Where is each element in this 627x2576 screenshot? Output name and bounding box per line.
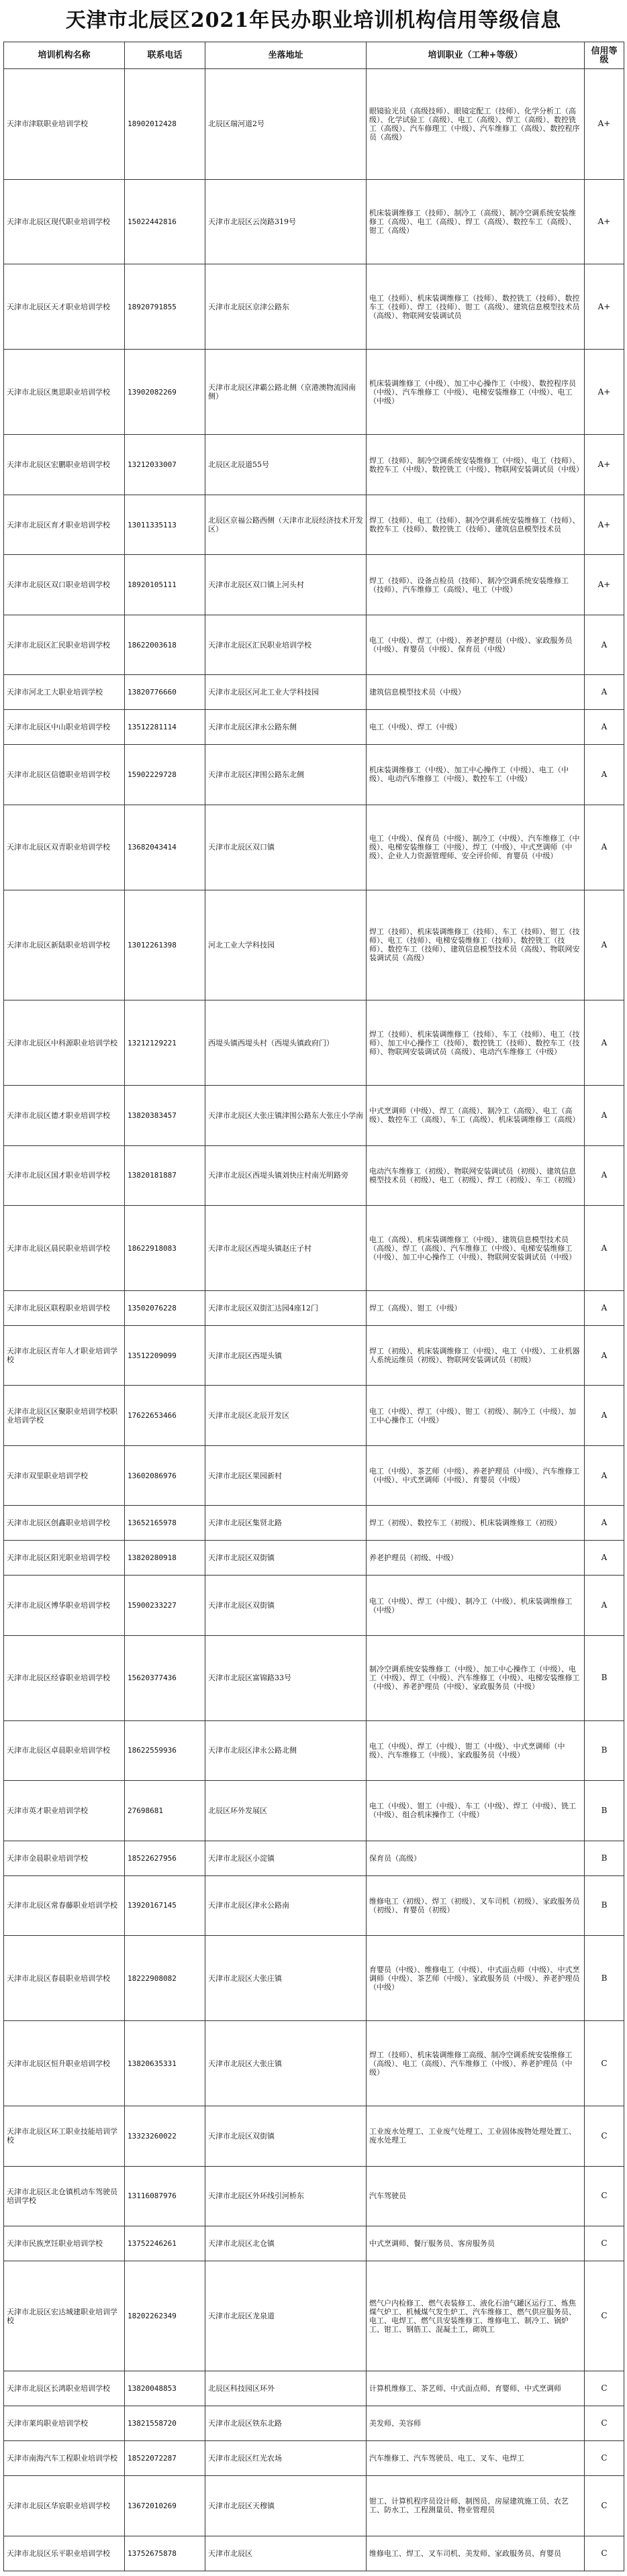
training-jobs-cell: 保育员（高级）	[367, 1841, 585, 1875]
address-cell: 天津市北辰区	[205, 2536, 367, 2571]
institution-name-cell: 天津市北辰区经睿职业培训学校	[4, 1635, 125, 1720]
table-row	[4, 1781, 624, 1841]
training-jobs-cell: 维修电工（初级）、焊工（初级）、叉车司机（初级）、家政服务员（初级）、育婴员（初级）	[367, 1875, 585, 1935]
address-cell: 天津市北辰区汇民职业培训学校	[205, 615, 367, 674]
address-cell: 天津市北辰区北仓镇	[205, 2226, 367, 2261]
institution-name-cell: 天津市北辰区育才职业培训学校	[4, 495, 125, 554]
training-jobs-cell: 计算机维修工、茶艺师、中式面点师、育婴师、中式烹调师	[367, 2371, 585, 2406]
credit-grade-cell: A	[585, 1291, 624, 1326]
table-row	[4, 2106, 624, 2166]
table-row	[4, 1291, 624, 1326]
training-jobs-cell: 机床装调维修工（中级）、加工中心操作工（中级）、电工（中级）、电动汽车维修工（中级）、数控车工（中级）	[367, 745, 585, 805]
address-cell: 天津市北辰区云岗路319号	[205, 179, 367, 264]
table-row	[4, 1720, 624, 1780]
institution-name-cell: 天津市河北工大职业培训学校	[4, 675, 125, 710]
table-header-row	[4, 42, 624, 69]
header-address: 坐落地址	[205, 42, 367, 69]
address-cell: 天津市北辰区龙泉道	[205, 2261, 367, 2371]
institution-name-cell: 天津市北辰区现代职业培训学校	[4, 179, 125, 264]
credit-grade-cell: C	[585, 2106, 624, 2166]
training-jobs-cell: 电工（中级）、焊工（中级）、养老护理员（中级）、家政服务员（中级）、育婴员（中级）、保育员（中级）	[367, 615, 585, 674]
table-row	[4, 2226, 624, 2261]
table-row	[4, 1000, 624, 1086]
institution-name-cell: 天津市北辰区双口职业培训学校	[4, 555, 125, 615]
table-row	[4, 1936, 624, 2021]
header-training-jobs: 培训职业（工种+等级）	[367, 42, 585, 69]
phone-cell: 18902012428	[125, 69, 205, 180]
credit-grade-cell: A	[585, 745, 624, 805]
phone-cell: 18920791855	[125, 264, 205, 350]
training-jobs-cell: 工业废水处理工、工业废气处理工、工业固体废物处理处置工、废水处理工	[367, 2106, 585, 2166]
table-row	[4, 710, 624, 745]
table-row	[4, 69, 624, 180]
credit-grade-cell: C	[585, 2166, 624, 2226]
credit-grade-cell: C	[585, 2261, 624, 2371]
training-jobs-cell: 电工（中级）、焊工（中级）	[367, 710, 585, 745]
credit-grade-cell: A+	[585, 435, 624, 495]
table-row	[4, 2476, 624, 2536]
table-row	[4, 1506, 624, 1541]
address-cell: 天津市北辰区津永公路北侧	[205, 1720, 367, 1780]
institution-name-cell: 天津市北辰区汇民职业培训学校	[4, 615, 125, 674]
table-row	[4, 890, 624, 1000]
credit-grade-cell: B	[585, 1781, 624, 1841]
address-cell: 西堤头镇西堤头村（西堤头镇政府门）	[205, 1000, 367, 1086]
training-jobs-cell: 焊工（技师）、机床装调维修工（技师）、车工（技师）、钳工（技师）、电工（技师）、电梯安装维修工（技师）、数控铣工（技师）、数控车工（技师）、建筑信息模型技术员（高级）、物联网安装调试员（高级）	[367, 890, 585, 1000]
table-row	[4, 675, 624, 710]
training-jobs-cell: 育婴员（中级）、维修电工（中级）、中式面点师（中级）、中式烹调师（中级）、茶艺师（中级）、家政服务员（中级）、养老护理员（中级）	[367, 1936, 585, 2021]
institution-name-cell: 天津市英才职业培训学校	[4, 1781, 125, 1841]
credit-grade-cell: A+	[585, 350, 624, 435]
table-row	[4, 2406, 624, 2441]
phone-cell: 13212033007	[125, 435, 205, 495]
phone-cell: 13902082269	[125, 350, 205, 435]
address-cell: 天津市北辰区津永公路东侧	[205, 710, 367, 745]
phone-cell: 18622559936	[125, 1720, 205, 1780]
credit-grade-cell: C	[585, 2021, 624, 2106]
training-jobs-cell: 电工（中级）、焊工（中级）、钳工（初级）、制冷工（中级）、加工中心操作工（中级）	[367, 1386, 585, 1445]
table-row	[4, 805, 624, 890]
training-jobs-cell: 电工（中级）、茶艺师（中级）、养老护理员（中级）、汽车维修工（中级）、中式烹调师（中级）、育婴员（中级）	[367, 1445, 585, 1505]
phone-cell: 17622653466	[125, 1386, 205, 1445]
training-jobs-cell: 机床装调维修工（技师）、制冷工（高级）、制冷空调系统安装维修工（高级）、电工（高级）、焊工（高级）、数控车工（高级）、钳工（高级）	[367, 179, 585, 264]
address-cell: 天津市北辰区大张庄镇	[205, 1936, 367, 2021]
phone-cell: 18522072287	[125, 2441, 205, 2476]
table-row	[4, 495, 624, 554]
table-row	[4, 615, 624, 674]
institution-name-cell: 天津市北辰区区聚职业培训学校职业培训学校	[4, 1386, 125, 1445]
credit-grade-cell: A	[585, 615, 624, 674]
table-row	[4, 1875, 624, 1935]
table-row	[4, 555, 624, 615]
credit-grade-cell: A	[585, 1506, 624, 1541]
credit-grade-cell: A	[585, 1576, 624, 1635]
page-title: 天津市北辰区2021年民办职业培训机构信用等级信息	[65, 9, 562, 32]
address-cell: 天津市北辰区铁东北路	[205, 2406, 367, 2441]
credit-grade-cell: A	[585, 805, 624, 890]
address-cell: 天津市北辰区外环线引河桥东	[205, 2166, 367, 2226]
table-row	[4, 1541, 624, 1576]
credit-grade-cell: A	[585, 1541, 624, 1576]
address-cell: 北辰区北辰道55号	[205, 435, 367, 495]
phone-cell: 13672010269	[125, 2476, 205, 2536]
institution-name-cell: 天津市北辰区晨民职业培训学校	[4, 1206, 125, 1291]
table-row	[4, 1445, 624, 1505]
address-cell: 河北工业大学科技园	[205, 890, 367, 1000]
training-jobs-cell: 养老护理员（初级、中级）	[367, 1541, 585, 1576]
table-row	[4, 1326, 624, 1386]
phone-cell: 18202262349	[125, 2261, 205, 2371]
table-row	[4, 1145, 624, 1205]
credit-grade-cell: C	[585, 2226, 624, 2261]
credit-grade-cell: B	[585, 1841, 624, 1875]
training-jobs-cell: 制冷空调系统安装维修工（中级）、加工中心操作工（中级）、电工（中级）、焊工（中级）、汽车维修工（中级）、电梯安装维修工（中级）、养老护理员（中级）、家政服务员（中级）	[367, 1635, 585, 1720]
institution-name-cell: 天津市北辰区乐平职业培训学校	[4, 2536, 125, 2571]
credit-grade-cell: A	[585, 710, 624, 745]
phone-cell: 13820048853	[125, 2371, 205, 2406]
institution-name-cell: 天津市北辰区国才职业培训学校	[4, 1145, 125, 1205]
address-cell: 天津市北辰区西堤头镇	[205, 1326, 367, 1386]
address-cell: 北辰区瑞河道2号	[205, 69, 367, 180]
training-jobs-cell: 建筑信息模型技术员（中级）	[367, 675, 585, 710]
credit-grade-cell: A+	[585, 69, 624, 180]
credit-rating-table	[3, 42, 624, 2571]
address-cell: 天津市北辰区大张庄镇津围公路东大张庄小学南	[205, 1086, 367, 1145]
phone-cell: 13820181887	[125, 1145, 205, 1205]
training-jobs-cell: 焊工（技师）、设备点检员（技师）、制冷空调系统安装维修工（技师）、汽车维修工（高级）、电工（中级）	[367, 555, 585, 615]
address-cell: 天津市北辰区双街镇	[205, 1541, 367, 1576]
institution-name-cell: 天津市北辰区信德职业培训学校	[4, 745, 125, 805]
header-phone: 联系电话	[125, 42, 205, 69]
training-jobs-cell: 电工（技师）、机床装调维修工（技师）、数控铣工（技师）、数控车工（技师）、焊工（技师）、钳工（高级）、建筑信息模型技术员（高级）、物联网安装调试员	[367, 264, 585, 350]
credit-grade-cell: A	[585, 1445, 624, 1505]
training-jobs-cell: 维修电工、焊工、叉车司机、美发师、家政服务员、育婴员	[367, 2536, 585, 2571]
institution-name-cell: 天津市北辰区创鑫职业培训学校	[4, 1506, 125, 1541]
training-jobs-cell: 燃气户内检修工、燃气表装修工、液化石油气罐区运行工、炼焦煤气炉工、机械煤气发生炉工、汽车维修工、燃气供应服务员、电工、电焊工、燃气具安装维修工、维修电工、制冷工、锅炉工、钳工、钢筋工、混凝土工、砌筑工	[367, 2261, 585, 2371]
phone-cell: 13212129221	[125, 1000, 205, 1086]
training-jobs-cell: 焊工（高级）、钳工（中级）	[367, 1291, 585, 1326]
table-row	[4, 350, 624, 435]
table-row	[4, 1635, 624, 1720]
institution-name-cell: 天津市北辰区青年人才职业培训学校	[4, 1326, 125, 1386]
credit-grade-cell: A	[585, 1000, 624, 1086]
address-cell: 北辰区环外发展区	[205, 1781, 367, 1841]
phone-cell: 13012261398	[125, 890, 205, 1000]
credit-grade-cell: A+	[585, 555, 624, 615]
institution-name-cell: 天津市北辰区宏达城建职业培训学校	[4, 2261, 125, 2371]
phone-cell: 13820635331	[125, 2021, 205, 2106]
phone-cell: 13116087976	[125, 2166, 205, 2226]
credit-grade-cell: A	[585, 890, 624, 1000]
phone-cell: 13752675878	[125, 2536, 205, 2571]
phone-cell: 13821558720	[125, 2406, 205, 2441]
table-row	[4, 2021, 624, 2106]
training-jobs-cell: 焊工（初级）、数控车工（初级）、机床装调维修工（初级）	[367, 1506, 585, 1541]
institution-name-cell: 天津市北辰区宏鹏职业培训学校	[4, 435, 125, 495]
address-cell: 天津市北辰区河北工业大学科技园	[205, 675, 367, 710]
training-jobs-cell: 汽车维修工、汽车驾驶员、电工、叉车、电焊工	[367, 2441, 585, 2476]
address-cell: 天津市北辰区小淀镇	[205, 1841, 367, 1875]
phone-cell: 13512209099	[125, 1326, 205, 1386]
table-row	[4, 2536, 624, 2571]
credit-grade-cell: B	[585, 1936, 624, 2021]
phone-cell: 27698681	[125, 1781, 205, 1841]
phone-cell: 13820776660	[125, 675, 205, 710]
institution-name-cell: 天津市莱坞职业培训学校	[4, 2406, 125, 2441]
address-cell: 天津市北辰区北辰开发区	[205, 1386, 367, 1445]
institution-name-cell: 天津市北辰区环工职业技能培训学校	[4, 2106, 125, 2166]
address-cell: 北辰区科技园区环外	[205, 2371, 367, 2406]
credit-grade-cell: A	[585, 1206, 624, 1291]
institution-name-cell: 天津市北辰区阳光职业培训学校	[4, 1541, 125, 1576]
header-institution-name: 培训机构名称	[4, 42, 125, 69]
credit-grade-cell: A+	[585, 264, 624, 350]
institution-name-cell: 天津市南海汽车工程职业培训学校	[4, 2441, 125, 2476]
phone-cell: 18522627956	[125, 1841, 205, 1875]
credit-grade-cell: B	[585, 1720, 624, 1780]
phone-cell: 18622003618	[125, 615, 205, 674]
table-row	[4, 1386, 624, 1445]
table-row	[4, 1086, 624, 1145]
phone-cell: 13920167145	[125, 1875, 205, 1935]
header-credit-grade: 信用等级	[585, 42, 624, 69]
training-jobs-cell: 电工（高级）、机床装调维修工（中级）、建筑信息模型技术员（高级）、焊工（高级）、汽车维修工（中级）、电梯安装维修工（中级）、加工中心操作工（中级）、物联网安装调试员（中级）	[367, 1206, 585, 1291]
address-cell: 北辰区京福公路西侧（天津市北辰经济技术开发区）	[205, 495, 367, 554]
table-row	[4, 1841, 624, 1875]
address-cell: 天津市北辰区双街镇	[205, 1576, 367, 1635]
training-jobs-cell: 中式烹调师（中级）、焊工（高级）、制冷工（高级）、电工（高级）、数控车工（高级）、车工（高级）、机床装调维修工（高级）	[367, 1086, 585, 1145]
phone-cell: 15620377436	[125, 1635, 205, 1720]
address-cell: 天津市北辰区西堤头镇赵庄子村	[205, 1206, 367, 1291]
address-cell: 天津市北辰区集贤北路	[205, 1506, 367, 1541]
phone-cell: 13682043414	[125, 805, 205, 890]
credit-grade-cell: C	[585, 2441, 624, 2476]
institution-name-cell: 天津市北辰区华宸职业培训学校	[4, 2476, 125, 2536]
training-jobs-cell: 电工（中级）、焊工（中级）、钳工（中级）、中式烹调师（中级）、汽车维修工（中级）、家政服务员（中级）	[367, 1720, 585, 1780]
credit-grade-cell: A	[585, 1386, 624, 1445]
credit-grade-cell: A+	[585, 495, 624, 554]
table-row	[4, 745, 624, 805]
credit-grade-cell: C	[585, 2406, 624, 2441]
phone-cell: 15022442816	[125, 179, 205, 264]
credit-grade-cell: B	[585, 1635, 624, 1720]
address-cell: 天津市北辰区大张庄镇	[205, 2021, 367, 2106]
address-cell: 天津市北辰区红光农场	[205, 2441, 367, 2476]
institution-name-cell: 天津市北辰区春晨职业培训学校	[4, 1936, 125, 2021]
training-jobs-cell: 眼镜验光员（高级技师）、眼镜定配工（技师）、化学分析工（高级）、化学试验工（高级）、电工（高级）、焊工（高级）、数控铣工（高级）、汽车修理工（中级）、汽车维修工（高级）、数控程序员（高级）	[367, 69, 585, 180]
institution-name-cell: 天津市北辰区天才职业培训学校	[4, 264, 125, 350]
credit-grade-cell: A	[585, 1326, 624, 1386]
institution-name-cell: 天津市北辰区长鸿职业培训学校	[4, 2371, 125, 2406]
training-jobs-cell: 中式烹调师、餐厅服务员、客房服务员	[367, 2226, 585, 2261]
table-row	[4, 2441, 624, 2476]
table-row	[4, 435, 624, 495]
credit-grade-cell: A	[585, 1145, 624, 1205]
table-row	[4, 2261, 624, 2371]
credit-grade-cell: B	[585, 1875, 624, 1935]
address-cell: 天津市北辰区双街镇	[205, 2106, 367, 2166]
credit-grade-cell: C	[585, 2536, 624, 2571]
phone-cell: 13011335113	[125, 495, 205, 554]
table-row	[4, 2371, 624, 2406]
phone-cell: 18222908082	[125, 1936, 205, 2021]
phone-cell: 18622918083	[125, 1206, 205, 1291]
training-jobs-cell: 电工（中级）、钳工（中级）、车工（中级）、焊工（中级）、铣工（中级）、组合机床操作工（中级）	[367, 1781, 585, 1841]
phone-cell: 15902229728	[125, 745, 205, 805]
address-cell: 天津市北辰区双街汇达园4座12门	[205, 1291, 367, 1326]
address-cell: 天津市北辰区津永公路南	[205, 1875, 367, 1935]
table-row	[4, 1576, 624, 1635]
institution-name-cell: 天津市北辰区新陆职业培训学校	[4, 890, 125, 1000]
phone-cell: 13323260022	[125, 2106, 205, 2166]
phone-cell: 13820280918	[125, 1541, 205, 1576]
address-cell: 天津市北辰区津霸公路北侧（京港澳物流园南侧）	[205, 350, 367, 435]
institution-name-cell: 天津市北辰区德才职业培训学校	[4, 1086, 125, 1145]
institution-name-cell: 天津市北辰区联程职业培训学校	[4, 1291, 125, 1326]
institution-name-cell: 天津市北辰区北仓镇机动车驾驶员培训学校	[4, 2166, 125, 2226]
table-row	[4, 1206, 624, 1291]
address-cell: 天津市北辰区西堤头镇刘快庄村南光明路旁	[205, 1145, 367, 1205]
training-jobs-cell: 焊工（技师）、机床装调维修工（技师）、车工（技师）、电工（技师）、加工中心操作工（技师）、数控铣工（技师）、数控车工（技师）、物联网安装调试员（高级）、电动汽车维修工（中级）	[367, 1000, 585, 1086]
phone-cell: 13602086976	[125, 1445, 205, 1505]
credit-grade-cell: C	[585, 2476, 624, 2536]
training-jobs-cell: 电动汽车维修工（初级）、物联网安装调试员（初级）、建筑信息模型技术员（初级）、电工（初级）、焊工（初级）、车工（初级）	[367, 1145, 585, 1205]
table-row	[4, 264, 624, 350]
institution-name-cell: 天津市北辰区双青职业培训学校	[4, 805, 125, 890]
training-jobs-cell: 焊工（技师）、机床装调维修工高级、制冷空调系统安装维修工（高级）、电工（高级）、汽车维修工（中级）、养老护理员（中级）	[367, 2021, 585, 2106]
address-cell: 天津市北辰区天穆镇	[205, 2476, 367, 2536]
institution-name-cell: 天津市金晨职业培训学校	[4, 1841, 125, 1875]
training-jobs-cell: 美发师、美容师	[367, 2406, 585, 2441]
training-jobs-cell: 钳工、计算机程序员设计师、制图员、房屋建筑施工员、农艺工、防水工、工程测量员、物业管理员	[367, 2476, 585, 2536]
credit-grade-cell: A	[585, 1086, 624, 1145]
training-jobs-cell: 汽车驾驶员	[367, 2166, 585, 2226]
address-cell: 天津市北辰区京津公路东	[205, 264, 367, 350]
training-jobs-cell: 电工（中级）、保育员（中级）、制冷工（中级）、汽车维修工（中级）、电梯安装维修工（中级）、焊工（中级）、中式烹调师（中级）、企业人力资源管理师、安全评价师、育婴员（中级）	[367, 805, 585, 890]
table-row	[4, 179, 624, 264]
phone-cell: 13752246261	[125, 2226, 205, 2261]
institution-name-cell: 天津市北辰区中山职业培训学校	[4, 710, 125, 745]
institution-name-cell: 天津市北辰区常春藤职业培训学校	[4, 1875, 125, 1935]
training-jobs-cell: 电工（中级）、焊工（中级）、制冷工（中级）、机床装调维修工（中级）	[367, 1576, 585, 1635]
institution-name-cell: 天津市北辰区恒升职业培训学校	[4, 2021, 125, 2106]
address-cell: 天津市北辰区双口镇	[205, 805, 367, 890]
address-cell: 天津市北辰区富锦路33号	[205, 1635, 367, 1720]
institution-name-cell: 天津市双里职业培训学校	[4, 1445, 125, 1505]
address-cell: 天津市北辰区津围公路东北侧	[205, 745, 367, 805]
phone-cell: 13502076228	[125, 1291, 205, 1326]
training-jobs-cell: 焊工（技师）、电工（技师）、制冷空调系统安装维修工（技师）、数控车工（技师）、数控铣工（技师）、建筑信息模型技术员	[367, 495, 585, 554]
phone-cell: 13652165978	[125, 1506, 205, 1541]
credit-grade-cell: A+	[585, 179, 624, 264]
phone-cell: 15900233227	[125, 1576, 205, 1635]
institution-name-cell: 天津市北辰区博华职业培训学校	[4, 1576, 125, 1635]
training-jobs-cell: 焊工（初级）、机床装调维修工（中级）、电工（中级）、工业机器人系统运维员（初级）、物联网安装调试员（初级）	[367, 1326, 585, 1386]
training-jobs-cell: 焊工（技师）、制冷空调系统安装维修工（中级）、电工（技师）、数控车工（中级）、数控铣工（中级）、物联网安装调试员（中级）	[367, 435, 585, 495]
institution-name-cell: 天津市津联职业培训学校	[4, 69, 125, 180]
institution-name-cell: 天津市民族烹饪职业培训学校	[4, 2226, 125, 2261]
phone-cell: 13820383457	[125, 1086, 205, 1145]
phone-cell: 18920105111	[125, 555, 205, 615]
phone-cell: 13512281114	[125, 710, 205, 745]
credit-grade-cell: C	[585, 2371, 624, 2406]
table-row	[4, 2166, 624, 2226]
institution-name-cell: 天津市北辰区卓晨职业培训学校	[4, 1720, 125, 1780]
credit-grade-cell: A	[585, 675, 624, 710]
institution-name-cell: 天津市北辰区中科源职业培训学校	[4, 1000, 125, 1086]
address-cell: 天津市北辰区双口镇上河头村	[205, 555, 367, 615]
institution-name-cell: 天津市北辰区奥思职业培训学校	[4, 350, 125, 435]
address-cell: 天津市北辰区果园新村	[205, 1445, 367, 1505]
training-jobs-cell: 机床装调维修工（中级）、加工中心操作工（中级）、数控程序员（中级）、汽车维修工（中级）、电梯安装维修工（中级）、电工（中级）	[367, 350, 585, 435]
